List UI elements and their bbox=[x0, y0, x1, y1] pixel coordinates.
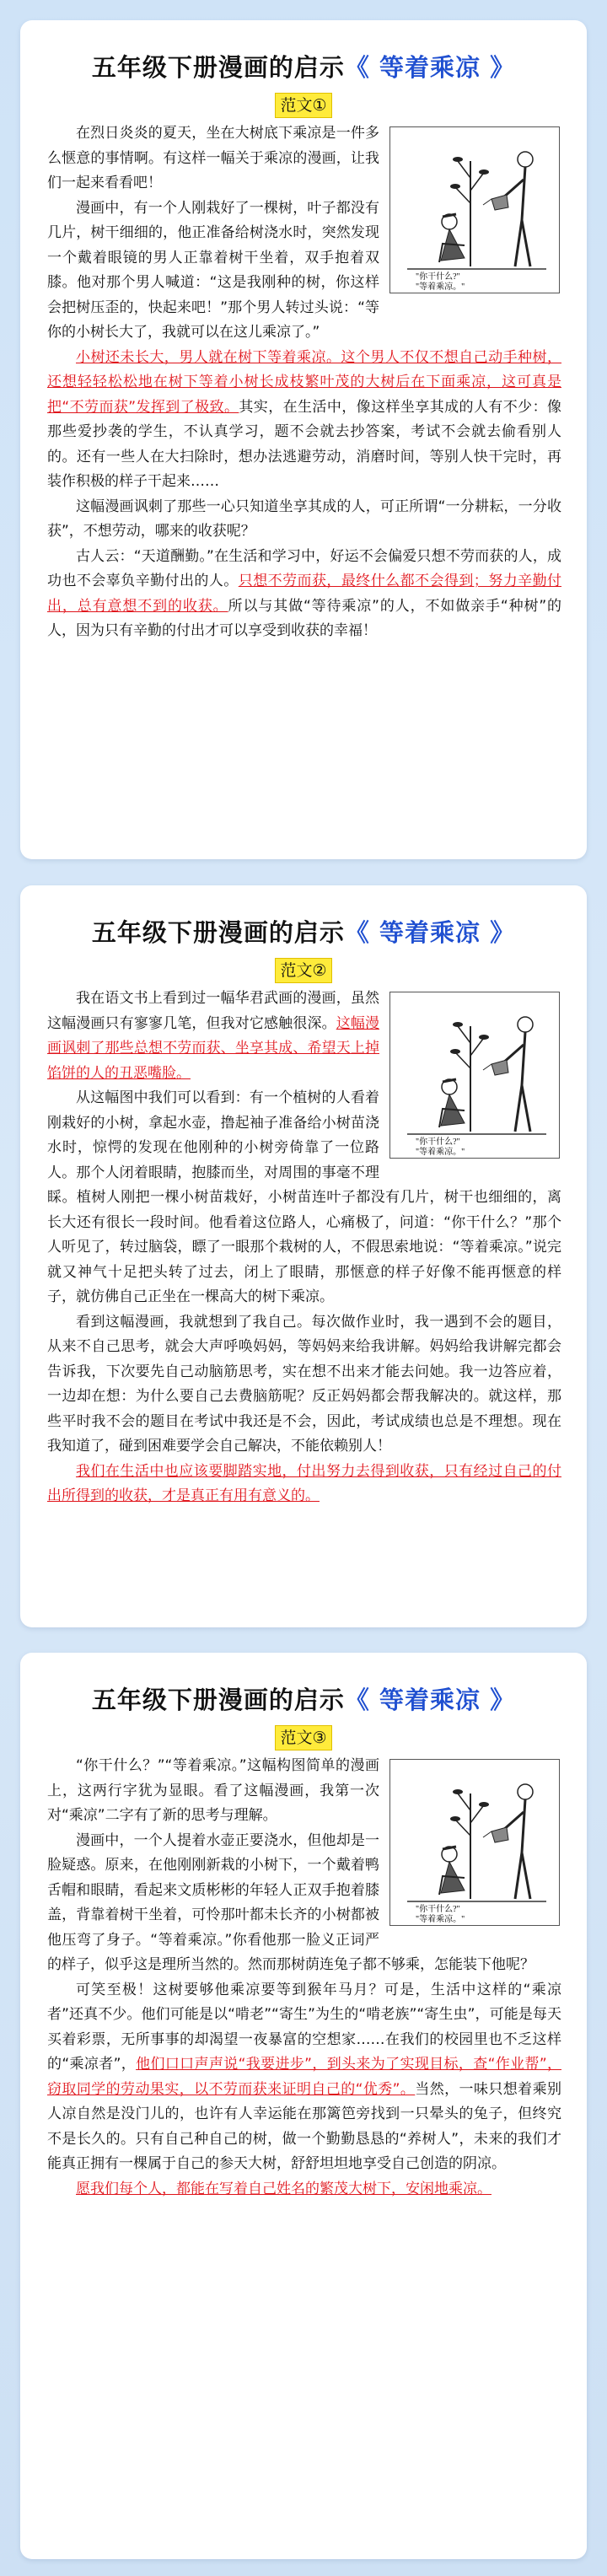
paragraph-text: 所以与其做“等待乘凉”的人，不如做亲手“种树”的人，因为只有辛勤的付出才可以享受到收获的幸福！ bbox=[47, 597, 562, 639]
essay-card-2 bbox=[20, 885, 587, 1627]
essay-body bbox=[20, 121, 587, 644]
essay-tag: 范文③ bbox=[275, 1725, 331, 1750]
paragraph-2: 漫画中，一个人提着水壶正要浇水，但他却是一脸疑惑。原来，在他刚刚新栽的小树下，一个戴着鸭舌帽和眼睛，看起来文质彬彬的年轻人正双手抱着膝盖，背靠着树干坐着，可怜那叶都未长齐的小树都被他压弯了身子。“等着乘凉。”你看他那一脸义正词严的样子，似乎这是理所当然的。然而那树荫连兔子都不够乘，怎能装下他呢？ bbox=[47, 1831, 534, 1973]
essay-title bbox=[20, 49, 587, 86]
paragraph-text: 可笑至极！这树要够他乘凉要等到猴年马月？可是，生活中这样的“乘凉者”还真不少。他们可能是以“啃老”“寄生”为生的“啃老族”“寄生虫”，可能是每天买着彩票，无所事事的却渴望一夜暴富的空想家……在我们的校园里也不乏这样的“乘凉者”， bbox=[47, 1981, 561, 2073]
highlight-text: 这幅漫画讽刺了那些总想不劳而获、坐享其成、希望天上掉馅饼的人的丑恶嘴脸。 bbox=[47, 1014, 380, 1082]
title-text: 五年级下册漫画的启示 bbox=[91, 1686, 345, 1714]
highlight-text: 他们口口声声说“我要进步”，到头来为了实现目标，查“作业帮”，窃取同学的劳动果实，以不劳而获来证明自己的“优秀”。 bbox=[47, 2056, 561, 2098]
title-highlight: 《 等着乘凉 》 bbox=[344, 1686, 516, 1714]
paragraph-text: 古人云：“天道酬勤。”在生活和学习中，好运不会偏爱只想不劳而获的人，成功也不会辜负辛勤付出的人。 bbox=[47, 547, 561, 589]
highlight-text: 只想不劳而获，最终什么都不会得到；努力辛勤付出，总有意想不到的收获。 bbox=[47, 573, 562, 615]
essay-card-3 bbox=[20, 1653, 587, 2559]
paragraph-3: 看到这幅漫画，我就想到了我自己。每次做作业时，我一遇到不会的题目，从来不自己思考，就会大声呼唤妈妈，等妈妈来给我讲解。妈妈给我讲解完都会告诉我，下次要先自己动脑筋思考，实在想不出来才能去问她。我一边答应着，一边却在想：为什么要自己去费脑筋呢？反正妈妈都会帮我解决的。就这样，那些平时我不会的题目在考试中我还是不会，因此，考试成绩也总是不理想。现在我知道了，碰到困难要学会自己解决，不能依赖别人！ bbox=[47, 1313, 561, 1455]
paragraph-3 bbox=[47, 1978, 561, 2177]
paragraph-1: “你干什么？”“等着乘凉。”这幅构图简单的漫画上，这两行字犹为显眼。看了这幅漫画，我第一次对“乘凉”二字有了新的思考与理解。 bbox=[47, 1757, 379, 1824]
paragraph-4 bbox=[47, 2177, 561, 2202]
highlight-text: 小树还未长大，男人就在树下等着乘凉。这个男人不仅不想自己动手种树，还想轻轻松松地在树下等着小树长成枝繁叶茂的大树后在下面乘凉，这可真是把“不劳而获”发挥到了极致。 bbox=[47, 348, 561, 416]
paragraph-text: 其实，在生活中，像这样坐享其成的人有不少：像那些爱抄袭的学生，不认真学习，题不会就去抄答案，考试不会就去偷看别人的。还有一些人在大扫除时，想办法逃避劳动，消磨时间，等别人快干完时，再装作积极的样子干起来…… bbox=[47, 398, 561, 490]
title-text: 五年级下册漫画的启示 bbox=[91, 918, 345, 947]
cartoon-drawing bbox=[390, 1760, 559, 1925]
title-text: 五年级下册漫画的启示 bbox=[91, 53, 345, 82]
cartoon-drawing bbox=[390, 992, 559, 1158]
essay-tag: 范文① bbox=[275, 93, 331, 118]
essay-tag: 范文② bbox=[275, 958, 331, 983]
cartoon-image bbox=[389, 126, 560, 293]
svg-text:"你干什么?": "你干什么?" bbox=[416, 1137, 460, 1147]
cartoon-image bbox=[389, 1759, 560, 1926]
svg-text:"等着乘凉。": "等着乘凉。" bbox=[416, 282, 465, 292]
paragraph-5 bbox=[47, 545, 561, 644]
paragraph-1: 在烈日炎炎的夏天，坐在大树底下乘凉是一件多么惬意的事情啊。有这样一幅关于乘凉的漫画，让我们一起来看看吧！ bbox=[47, 125, 379, 191]
highlight-text: 愿我们每个人，都能在写着自己姓名的繁茂大树下，安闲地乘凉。 bbox=[76, 2180, 492, 2197]
svg-text:"你干什么?": "你干什么?" bbox=[416, 1905, 460, 1914]
title-highlight: 《 等着乘凉 》 bbox=[344, 53, 516, 82]
svg-text:"你干什么?": "你干什么?" bbox=[416, 272, 460, 282]
svg-text:"等着乘凉。": "等着乘凉。" bbox=[416, 1148, 465, 1157]
paragraph-text: 我在语文书上看到过一幅华君武画的漫画，虽然这幅漫画只有寥寥几笔，但我对它感触很深。 bbox=[47, 990, 379, 1032]
cartoon-drawing bbox=[390, 127, 559, 293]
title-highlight: 《 等着乘凉 》 bbox=[344, 918, 516, 947]
highlight-text: 我们在生活中也应该要脚踏实地，付出努力去得到收获，只有经过自己的付出所得到的收获，才是真正有用有意义的。 bbox=[47, 1462, 561, 1504]
essay-body bbox=[20, 987, 587, 1509]
essay-card-1 bbox=[20, 20, 587, 859]
cartoon-image bbox=[389, 992, 560, 1159]
paragraph-3 bbox=[47, 346, 561, 495]
paragraph-4: 这幅漫画讽刺了那些一心只知道坐享其成的人，可正所谓“一分耕耘，一分收获”，不想劳动，哪来的收获呢？ bbox=[47, 497, 561, 540]
paragraph-2: 从这幅图中我们可以看到：有一个植树的人看着刚栽好的小树，拿起水壶，撸起袖子准备给小树苗浇水时，惊愕的发现在他刚种的小树旁倚靠了一位路人。那个人闭着眼睛，抱膝而坐，对周围的事毫不理睬。植树人刚把一棵小树苗栽好，小树苗连叶子都没有几片，树干也细细的，离长大还有很长一段时间。他看着这位路人，心痛极了，问道：“你干什么？”那个人听见了，转过脑袋，瞟了一眼那个栽树的人，不假思索地说：“等着乘凉。”说完就又神气十足把头转了过去，闭上了眼睛，那惬意的样子好像不能再惬意的样子，就仿佛自己正坐在一棵高大的树下乘凉。 bbox=[47, 1089, 561, 1305]
paragraph-2: 漫画中，有一个人刚栽好了一棵树，叶子都没有几片，树干细细的，他正准备给树浇水时，突然发现一个戴着眼镜的男人正靠着树干坐着，双手抱着双膝。他对那个男人喊道：“这是我刚种的树，你这样会把树压歪的，快起来吧！”那个男人转过头说：“等你的小树长大了，我就可以在这儿乘凉了。” bbox=[47, 199, 379, 341]
essay-title bbox=[20, 914, 587, 951]
svg-text:"等着乘凉。": "等着乘凉。" bbox=[416, 1915, 465, 1924]
essay-title bbox=[20, 1681, 587, 1718]
paragraph-4 bbox=[47, 1460, 561, 1509]
essay-body bbox=[20, 1754, 587, 2202]
paragraph-text: 当然，一味只想着乘别人凉自然是没门儿的，也许有人幸运能在那篱笆旁找到一只晕头的兔子，但终究不是长久的。只有自己种自己的树，做一个勤勤恳恳的“养树人”，未来的我们才能真正拥有一棵属于自己的参天大树，舒舒坦坦地享受自己创造的阴凉。 bbox=[47, 2080, 561, 2172]
